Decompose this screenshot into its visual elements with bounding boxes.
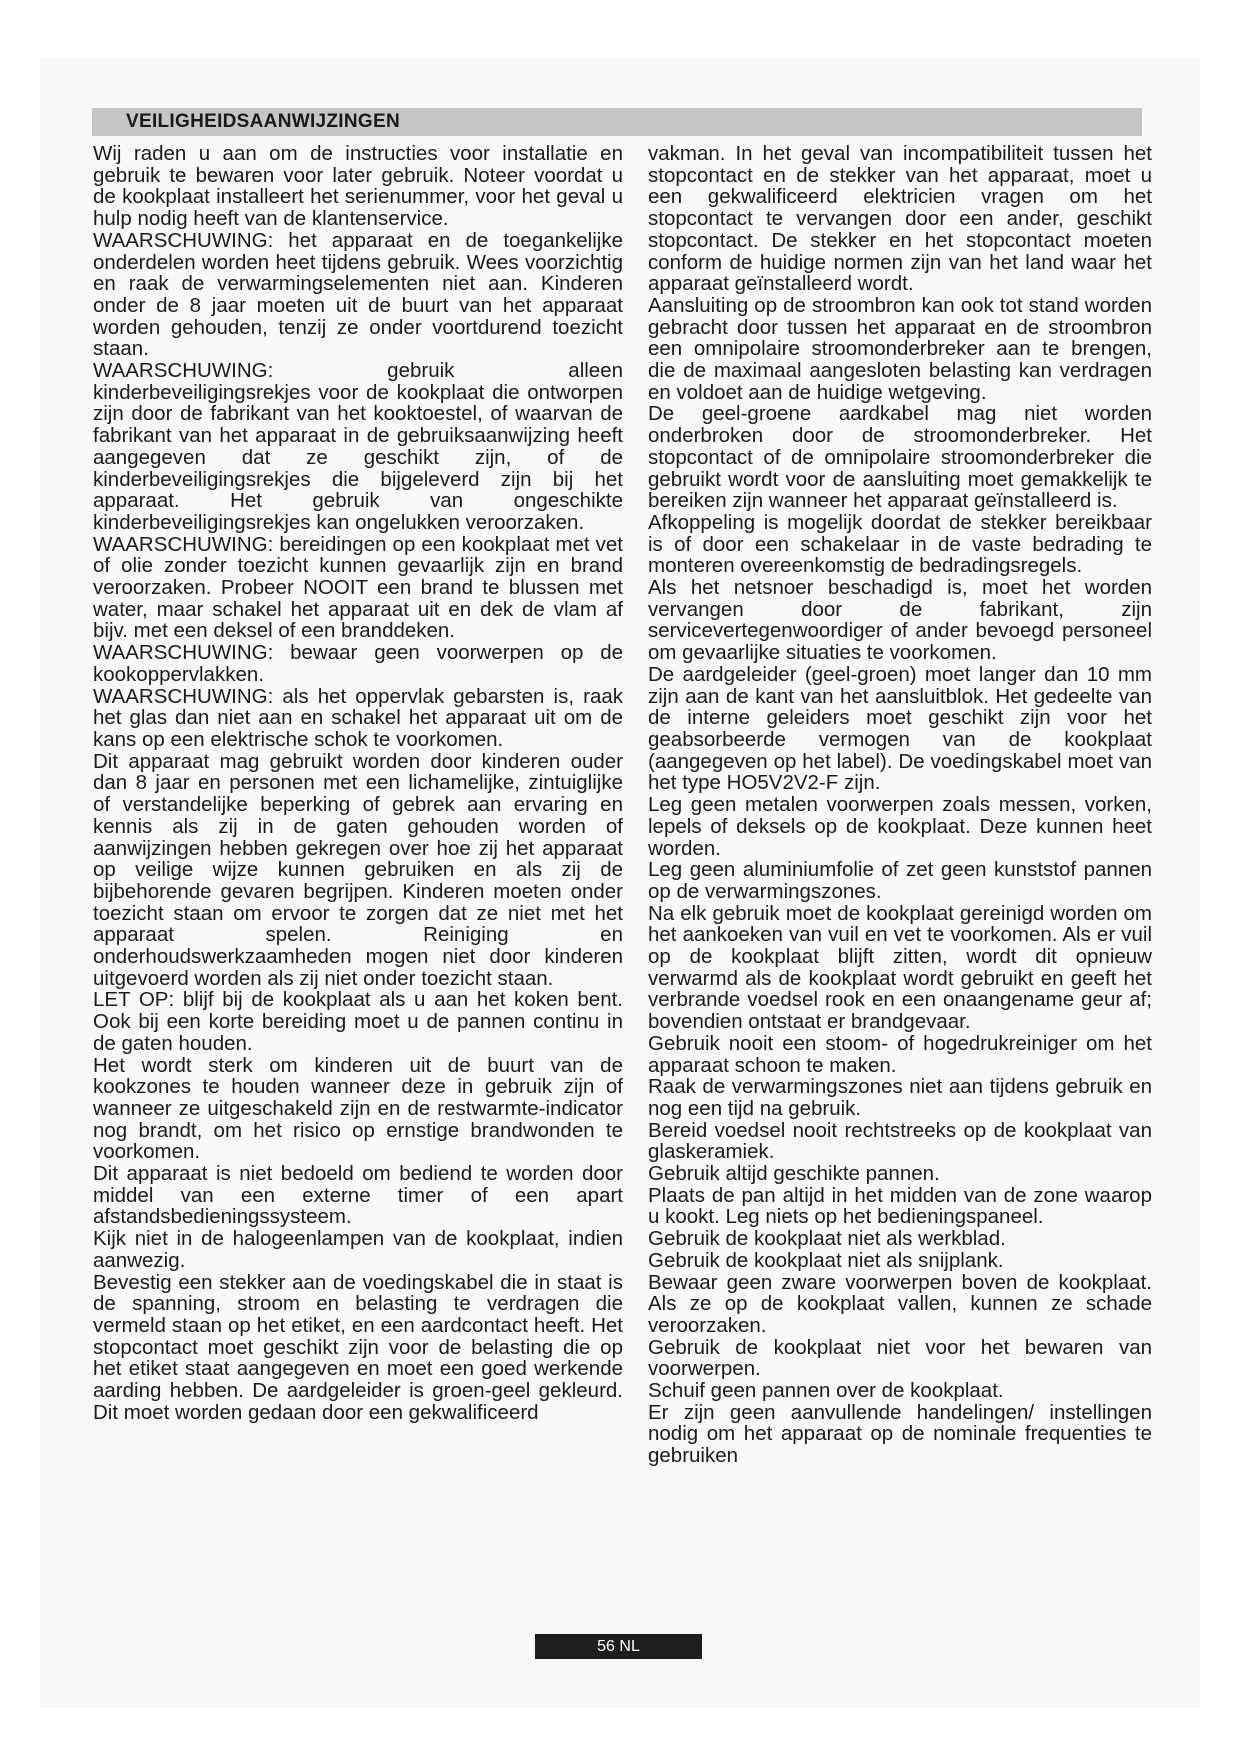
paragraph: Gebruik de kookplaat niet als snijplank. — [648, 1248, 1004, 1272]
paragraph: Gebruik de kookplaat niet voor het bewaren van voorwerpen. — [648, 1335, 1152, 1381]
left-text-column — [93, 143, 623, 1423]
paragraph: Het wordt sterk om kinderen uit de buurt van de kookzones te houden wanneer deze in gebruik zijn of wanneer ze uitgeschakeld zijn en de restwarmte-indicator nog brandt, om het risico op ernstige brandwonden te voorkomen. — [93, 1053, 623, 1164]
paragraph: Als het netsnoer beschadigd is, moet het worden vervangen door de fabrikant, zijn servicevertegenwoordiger of ander bevoegd personeel om gevaarlijke situaties te voorkomen. — [648, 576, 1152, 665]
paragraph: WAARSCHUWING: bewaar geen voorwerpen op de kookoppervlakken. — [93, 641, 623, 686]
right-text-column — [648, 143, 1152, 1467]
paragraph: Leg geen metalen voorwerpen zoals messen, vorken, lepels of deksels op de kookplaat. Deze kunnen heet worden. — [648, 793, 1152, 860]
paragraph: Leg geen aluminiumfolie of zet geen kunststof pannen op de verwarmingszones. — [648, 858, 1152, 903]
paragraph: Wij raden u aan om de instructies voor installatie en gebruik te bewaren voor later gebruik. Noteer voordat u de kookplaat installeert het serienummer, voor het geval u hulp nodig heeft van de klantenservice. — [93, 142, 623, 231]
paragraph: Dit apparaat mag gebruikt worden door kinderen ouder dan 8 jaar en personen met een lichamelijke, zintuiglijke of verstandelijke beperking of gebrek aan ervaring en kennis als zij in de gaten gehouden worden of aanwijzingen hebben gekregen over hoe zij het apparaat op veilige wijze kunnen gebruiken en als zij de bijbehorende gevaren begrijpen. Kinderen moeten onder toezicht staan om ervoor te zorgen dat ze niet met het apparaat spelen. Reiniging en onderhoudswerkzaamheden mogen niet door kinderen uitgevoerd worden als zij niet onder toezicht staan. — [93, 749, 623, 990]
paragraph: WAARSCHUWING: als het oppervlak gebarsten is, raak het glas dan niet aan en schakel het apparaat uit om de kans op een elektrische schok te voorkomen. — [93, 684, 623, 751]
paragraph: De aardgeleider (geel-groen) moet langer dan 10 mm zijn aan de kant van het aansluitblok. Het gedeelte van de interne geleiders moet geschikt zijn voor het geabsorbeerde vermogen van de kookplaat (aangegeven op het label). De voedingskabel moet van het type HO5V2V2-F zijn. — [648, 662, 1152, 795]
paragraph: Gebruik altijd geschikte pannen. — [648, 1162, 940, 1186]
paragraph: Er zijn geen aanvullende handelingen/ instellingen nodig om het apparaat op de nominale frequenties te gebruiken — [648, 1400, 1152, 1468]
paragraph: WAARSCHUWING: bereidingen op een kookplaat met vet of olie zonder toezicht kunnen gevaarlijk zijn en brand veroorzaken. Probeer NOOIT een brand te blussen met water, maar schakel het apparaat uit en dek de vlam af bijv. met een deksel of een branddeken. — [93, 532, 623, 643]
paragraph: Raak de verwarmingszones niet aan tijdens gebruik en nog een tijd na gebruik. — [648, 1075, 1152, 1120]
paragraph: Aansluiting op de stroombron kan ook tot stand worden gebracht door tussen het apparaat en de stroombron een omnipolaire stroomonderbreker aan te brengen, die de maximaal aangesloten belasting kan verdragen en voldoet aan de huidige wetgeving. — [648, 293, 1152, 404]
paragraph: WAARSCHUWING: gebruik alleen kinderbeveiligingsrekjes voor de kookplaat die ontworpen zijn door de fabrikant van het kooktoestel, of waarvan de fabrikant van het apparaat in de gebruiksaanwijzing heeft aangegeven dat ze geschikt zijn, of de kinderbeveiligingsrekjes die bijgeleverd zijn bij het apparaat. Het gebruik van ongeschikte kinderbeveiligingsrekjes kan ongelukken veroorzaken. — [93, 359, 623, 534]
paragraph: Kijk niet in de halogeenlampen van de kookplaat, indien aanwezig. — [93, 1227, 623, 1272]
paragraph: De geel-groene aardkabel mag niet worden onderbroken door de stroomonderbreker. Het stopcontact of de omnipolaire stroomonderbreker die gebruikt wordt voor de aansluiting moet gemakkelijk te bereiken zijn wanneer het apparaat geïnstalleerd is. — [648, 402, 1152, 513]
paragraph: Plaats de pan altijd in het midden van de zone waarop u kookt. Leg niets op het bedieningspaneel. — [648, 1183, 1152, 1229]
paragraph: Bereid voedsel nooit rechtstreeks op de kookplaat van glaskeramiek. — [648, 1118, 1152, 1164]
paragraph: WAARSCHUWING: het apparaat en de toegankelijke onderdelen worden heet tijdens gebruik. Wees voorzichtig en raak de verwarmingselementen niet aan. Kinderen onder de 8 jaar moeten uit de buurt van het apparaat worden gehouden, tenzij ze onder voortdurend toezicht staan. — [93, 228, 623, 361]
paragraph: LET OP: blijf bij de kookplaat als u aan het koken bent. Ook bij een korte bereiding moet u de pannen continu in de gaten houden. — [93, 988, 623, 1055]
paragraph: vakman. In het geval van incompatibiliteit tussen het stopcontact en de stekker van het apparaat, moet u een gekwalificeerd elektricien vragen om het stopcontact te vervangen door een ander, geschikt stopcontact. De stekker en het stopcontact moeten conform de huidige normen zijn van het land waar het apparaat geïnstalleerd wordt. — [648, 142, 1152, 296]
paragraph: Na elk gebruik moet de kookplaat gereinigd worden om het aankoeken van vuil en vet te voorkomen. Als er vuil op de kookplaat blijft zitten, wordt dit opnieuw verwarmd als de kookplaat wordt gebruikt en geeft het verbrande voedsel rook en een onaangename geur af; bovendien ontstaat er brandgevaar. — [648, 901, 1152, 1034]
paragraph: Gebruik nooit een stoom- of hogedrukreiniger om het apparaat schoon te maken. — [648, 1031, 1152, 1077]
paragraph: Bevestig een stekker aan de voedingskabel die in staat is de spanning, stroom en belasting te verdragen die vermeld staan op het etiket, en een aardcontact heeft. Het stopcontact moet geschikt zijn voor de belasting die op het etiket staat aangegeven en moet een goed werkende aarding hebben. De aardgeleider is groen-geel gekleurd. Dit moet worden gedaan door een gekwalificeerd — [93, 1270, 623, 1424]
paragraph: Gebruik de kookplaat niet als werkblad. — [648, 1227, 1006, 1251]
page-number: 56 NL — [535, 1634, 702, 1659]
section-header-bar — [92, 108, 1142, 136]
paragraph: Afkoppeling is mogelijk doordat de stekker bereikbaar is of door een schakelaar in de vaste bedrading te monteren overeenkomstig de bedradingsregels. — [648, 510, 1152, 578]
paragraph: Schuif geen pannen over de kookplaat. — [648, 1379, 1004, 1403]
paragraph: Bewaar geen zware voorwerpen boven de kookplaat. Als ze op de kookplaat vallen, kunnen ze schade veroorzaken. — [648, 1270, 1152, 1337]
section-title: VEILIGHEIDSAANWIJZINGEN — [126, 111, 400, 132]
paragraph: Dit apparaat is niet bedoeld om bediend te worden door middel van een externe timer of een apart afstandsbedieningssysteem. — [93, 1162, 623, 1229]
